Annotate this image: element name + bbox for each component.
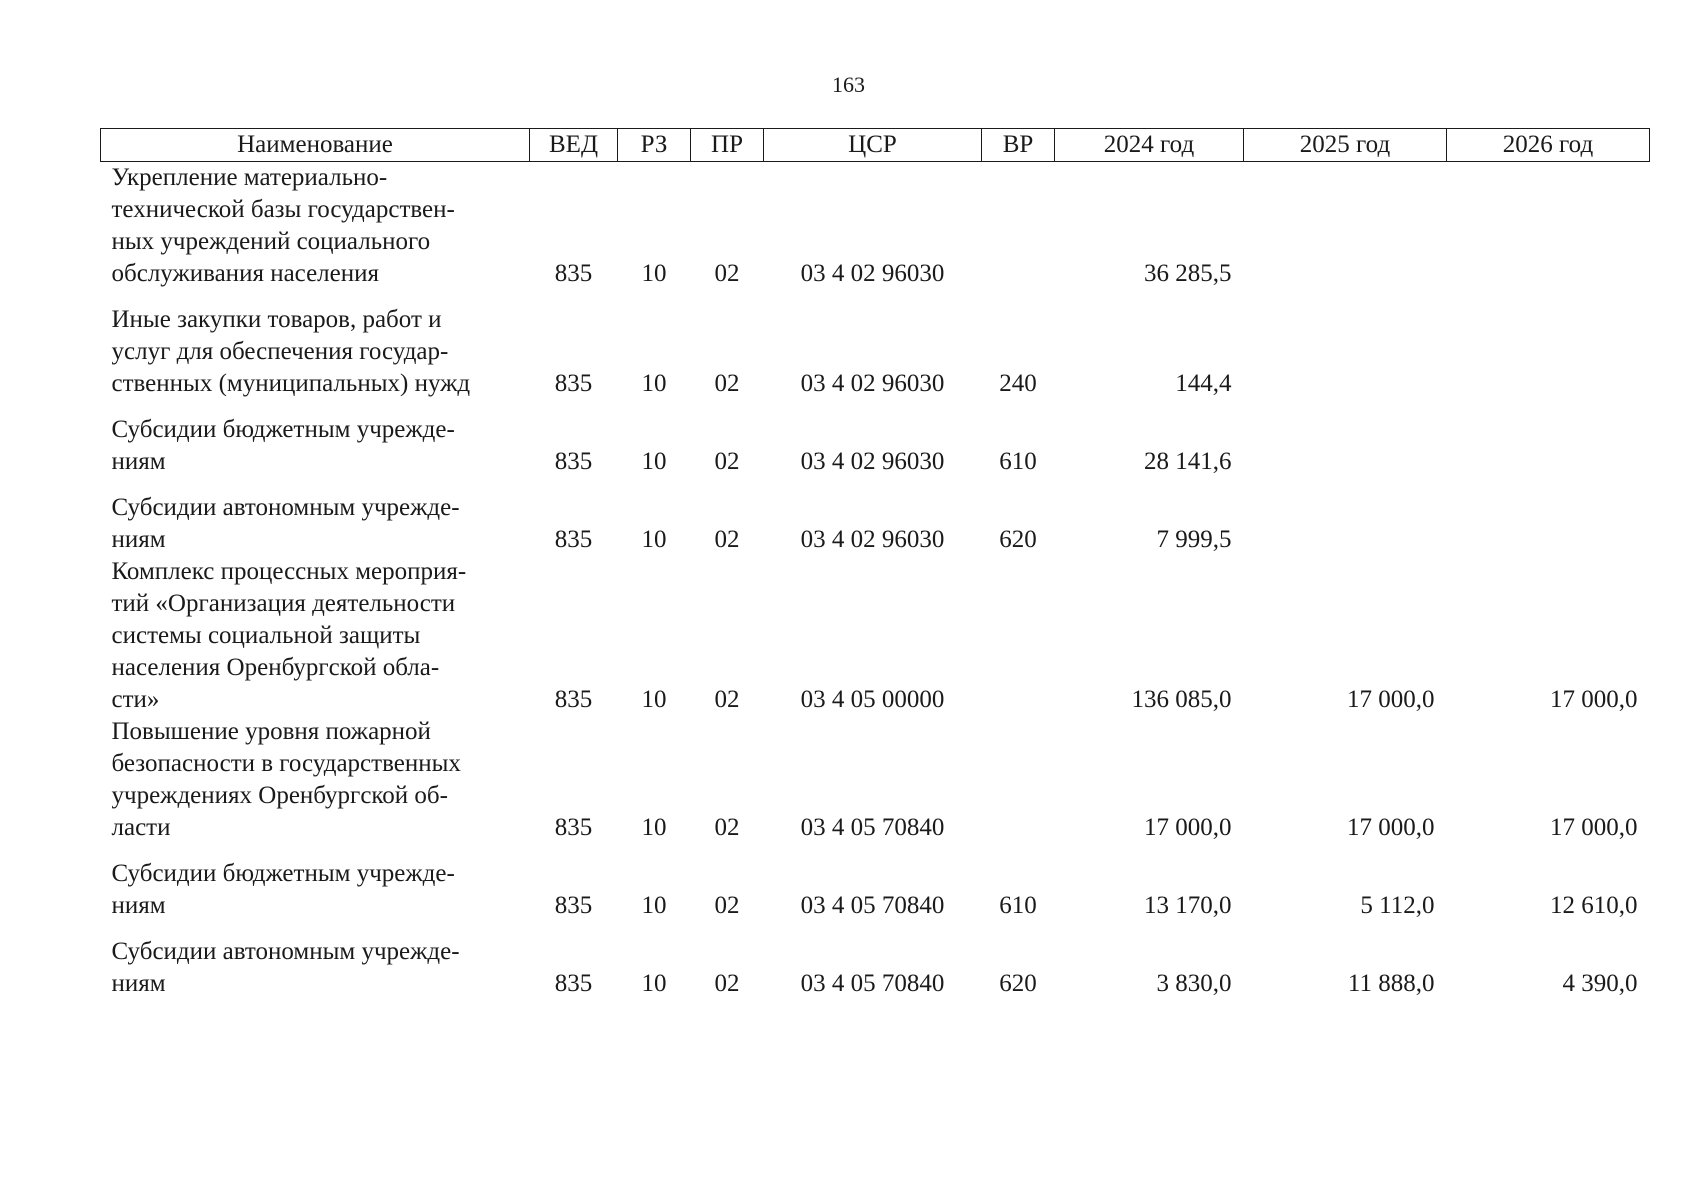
- row-name: [101, 492, 530, 556]
- row-name: [101, 936, 530, 1000]
- row-vr: 620: [999, 526, 1037, 553]
- row-pr: 02: [714, 892, 740, 919]
- row-rz: 10: [641, 526, 667, 553]
- row-pr: 02: [714, 448, 740, 475]
- table-row: [101, 304, 1650, 414]
- row-pr: 02: [714, 260, 740, 287]
- row-rz: 10: [641, 260, 667, 287]
- row-vr: 240: [999, 370, 1037, 397]
- row-csr: 03 4 02 96030: [800, 260, 945, 287]
- row-2026: 4 390,0: [1562, 970, 1638, 997]
- row-2026: 17 000,0: [1550, 686, 1638, 713]
- row-csr: 03 4 02 96030: [800, 448, 945, 475]
- table-row: [101, 162, 1650, 305]
- row-name-line: Укрепление материально-: [111, 164, 388, 191]
- row-rz: 10: [641, 892, 667, 919]
- row-rz: 10: [641, 970, 667, 997]
- row-ved: 835: [554, 448, 593, 475]
- row-vr: [982, 162, 1055, 305]
- row-ved: 835: [554, 260, 593, 287]
- column-header-2024: 2024 год: [1055, 129, 1244, 162]
- row-2024: 17 000,0: [1144, 814, 1232, 841]
- row-name: [101, 162, 530, 305]
- column-header-name: Наименование: [101, 129, 530, 162]
- row-rz: 10: [641, 814, 667, 841]
- row-pr: 02: [714, 370, 740, 397]
- column-header-csr: ЦСР: [764, 129, 982, 162]
- row-2024: 3 830,0: [1156, 970, 1232, 997]
- table-row: [101, 492, 1650, 556]
- row-name: [101, 304, 530, 414]
- row-2026: [1447, 492, 1650, 556]
- row-name-line: Комплекс процессных мероприя-: [111, 558, 467, 585]
- row-csr: 03 4 02 96030: [800, 526, 945, 553]
- row-ved: 835: [554, 370, 593, 397]
- row-2024: 7 999,5: [1156, 526, 1232, 553]
- row-csr: 03 4 05 00000: [800, 686, 945, 713]
- table-row: [101, 858, 1650, 936]
- row-name-line: населения Оренбургской обла-: [111, 654, 440, 681]
- row-csr: 03 4 02 96030: [800, 370, 945, 397]
- row-csr: 03 4 05 70840: [800, 814, 945, 841]
- row-2024: 13 170,0: [1144, 892, 1232, 919]
- row-name-line: ниям: [111, 526, 166, 553]
- row-2026: 17 000,0: [1550, 814, 1638, 841]
- row-name: [101, 414, 530, 492]
- row-name-line: Субсидии автономным учрежде-: [111, 494, 460, 521]
- column-header-2026: 2026 год: [1447, 129, 1650, 162]
- row-2026: [1447, 304, 1650, 414]
- row-pr: 02: [714, 814, 740, 841]
- row-ved: 835: [554, 686, 593, 713]
- row-2025: 17 000,0: [1347, 814, 1435, 841]
- row-ved: 835: [554, 892, 593, 919]
- table-header-row: [101, 129, 1650, 162]
- row-pr: 02: [714, 526, 740, 553]
- row-name-line: ных учреждений социального: [111, 228, 431, 255]
- row-name-line: ниям: [111, 448, 166, 475]
- row-csr: 03 4 05 70840: [800, 892, 945, 919]
- row-name-line: ласти: [111, 814, 171, 841]
- page-number: 163: [832, 72, 865, 97]
- row-vr: [982, 556, 1055, 716]
- row-2024: 28 141,6: [1144, 448, 1232, 475]
- row-2026: 12 610,0: [1550, 892, 1638, 919]
- row-ved: 835: [554, 526, 593, 553]
- row-name-line: Субсидии бюджетным учрежде-: [111, 860, 455, 887]
- row-name-line: ниям: [111, 892, 166, 919]
- row-name-line: Субсидии бюджетным учрежде-: [111, 416, 455, 443]
- row-2024: 36 285,5: [1144, 260, 1232, 287]
- row-2026: [1447, 414, 1650, 492]
- row-vr: 620: [999, 970, 1037, 997]
- row-name-line: Иные закупки товаров, работ и: [111, 306, 442, 333]
- row-name-line: тий «Организация деятельности: [111, 590, 456, 617]
- row-vr: 610: [999, 448, 1037, 475]
- row-2025: 5 112,0: [1360, 892, 1435, 919]
- row-rz: 10: [641, 370, 667, 397]
- row-name-line: ниям: [111, 970, 166, 997]
- row-2025: [1244, 414, 1447, 492]
- row-2025: [1244, 162, 1447, 305]
- row-name: [101, 556, 530, 716]
- row-2025: 11 888,0: [1347, 970, 1435, 997]
- row-2024: 136 085,0: [1131, 686, 1232, 713]
- row-name-line: обслуживания населения: [111, 260, 379, 287]
- table-row: [101, 556, 1650, 716]
- row-rz: 10: [641, 448, 667, 475]
- column-header-pr: ПР: [691, 129, 764, 162]
- row-name-line: Повышение уровня пожарной: [111, 718, 431, 745]
- row-name-line: сти»: [111, 686, 160, 713]
- column-header-ved: ВЕД: [530, 129, 618, 162]
- row-rz: 10: [641, 686, 667, 713]
- row-name-line: безопасности в государственных: [111, 750, 461, 777]
- row-2025: [1244, 304, 1447, 414]
- table-row: [101, 936, 1650, 1000]
- table-row: [101, 414, 1650, 492]
- row-ved: 835: [554, 814, 593, 841]
- row-2026: [1447, 162, 1650, 305]
- row-pr: 02: [714, 970, 740, 997]
- row-name-line: Субсидии автономным учрежде-: [111, 938, 460, 965]
- row-ved: 835: [554, 970, 593, 997]
- row-vr: 610: [999, 892, 1037, 919]
- column-header-rz: РЗ: [618, 129, 691, 162]
- row-name-line: технической базы государствен-: [111, 196, 455, 223]
- row-2025: 17 000,0: [1347, 686, 1435, 713]
- row-vr: [982, 716, 1055, 858]
- row-2024: 144,4: [1175, 370, 1232, 397]
- row-name-line: ственных (муниципальных) нужд: [111, 370, 471, 397]
- row-name-line: системы социальной защиты: [111, 622, 421, 649]
- row-name-line: учреждениях Оренбургской об-: [111, 782, 448, 809]
- row-2025: [1244, 492, 1447, 556]
- table-row: [101, 716, 1650, 858]
- row-name-line: услуг для обеспечения государ-: [111, 338, 449, 365]
- column-header-2025: 2025 год: [1244, 129, 1447, 162]
- row-pr: 02: [714, 686, 740, 713]
- row-name: [101, 858, 530, 936]
- column-header-vr: ВР: [982, 129, 1055, 162]
- row-csr: 03 4 05 70840: [800, 970, 945, 997]
- row-name: [101, 716, 530, 858]
- budget-table: [100, 128, 1650, 1000]
